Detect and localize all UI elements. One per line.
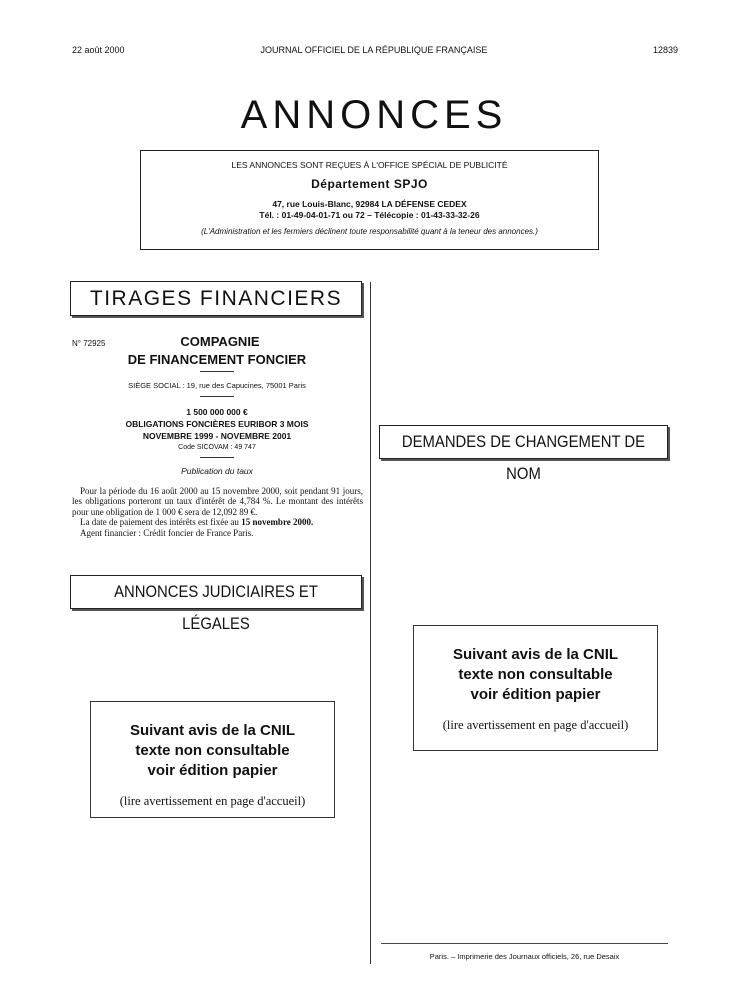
journal-title: JOURNAL OFFICIEL DE LA RÉPUBLIQUE FRANÇAISE [260,45,488,55]
cnil-warning: (lire avertissement en page d'accueil) [119,794,306,808]
section-heading-tirages [70,281,362,316]
footer-divider [381,943,668,944]
company-name: COMPAGNIE [180,334,260,349]
department-name: Département SPJO [311,177,428,191]
cnil-line: texte non consultable [135,742,290,759]
page-title: ANNONCES [240,93,508,137]
cnil-line: voir édition papier [470,686,601,703]
page-number: 12839 [652,45,678,55]
divider [200,457,234,458]
head-office: SIÈGE SOCIAL : 19, rue des Capucines, 75001 Paris [128,381,306,390]
section-heading-label: ANNONCES JUDICIAIRES ET LÉGALES [114,583,318,633]
publication-subtitle: Publication du taux [181,466,253,476]
issue-amount: 1 500 000 000 € [186,407,248,417]
section-heading-label: TIRAGES FINANCIERS [89,287,343,310]
paragraph [72,517,363,527]
publication-date: 22 août 2000 [72,45,125,55]
divider [200,371,234,372]
section-heading-judiciaires [70,575,362,633]
obligation-type: OBLIGATIONS FONCIÈRES EURIBOR 3 MOIS [125,419,309,429]
cnil-warning: (lire avertissement en page d'accueil) [442,718,629,732]
divider [200,396,234,397]
publicity-notice-box [140,150,599,250]
notice-line: LES ANNONCES SONT REÇUES À L'OFFICE SPÉCIAL DE PUBLICITÉ [231,160,508,170]
sicovam-code: Code SICOVAM : 49 747 [178,444,256,451]
disclaimer: (L'Administration et les fermiers déclinent toute responsabilité quant à la teneur des annonces.) [201,227,538,236]
column-divider [370,282,371,964]
cnil-line: Suivant avis de la CNIL [129,722,296,739]
cnil-notice-box [90,701,335,818]
department-address: 47, rue Louis-Blanc, 92984 LA DÉFENSE CEDEX [272,199,467,209]
obligation-period: NOVEMBRE 1999 - NOVEMBRE 2001 [142,431,292,441]
cnil-notice-box [413,625,658,751]
cnil-line: Suivant avis de la CNIL [452,646,619,663]
company-name-line2: DE FINANCEMENT FONCIER [127,352,307,367]
paragraph: Pour la période du 16 août 2000 au 15 novembre 2000, soit pendant 91 jours, les obligations porteront un taux d'intérêt de 4,784 %. Le montant des intérêts pour une obligation de 1 000 € sera de 12,092 89 €. [72,486,363,517]
announcement-ref: N° 72925 [72,339,106,348]
section-heading-label: DEMANDES DE CHANGEMENT DE NOM [401,433,646,483]
announcement-body [72,486,363,538]
department-phone: Tél. : 01-49-04-01-71 ou 72 – Télécopie : 01-43-33-32-26 [259,210,480,220]
section-heading-demandes [379,425,668,483]
printer-imprint: Paris. – Imprimerie des Journaux officiels, 26, rue Desaix [429,952,620,961]
paragraph: Agent financier : Crédit foncier de France Paris. [80,527,254,538]
cnil-line: voir édition papier [147,762,278,779]
cnil-line: texte non consultable [458,666,613,683]
payment-date: 15 novembre 2000. [241,517,314,528]
paragraph-text: La date de paiement des intérêts est fixée au [80,517,242,528]
